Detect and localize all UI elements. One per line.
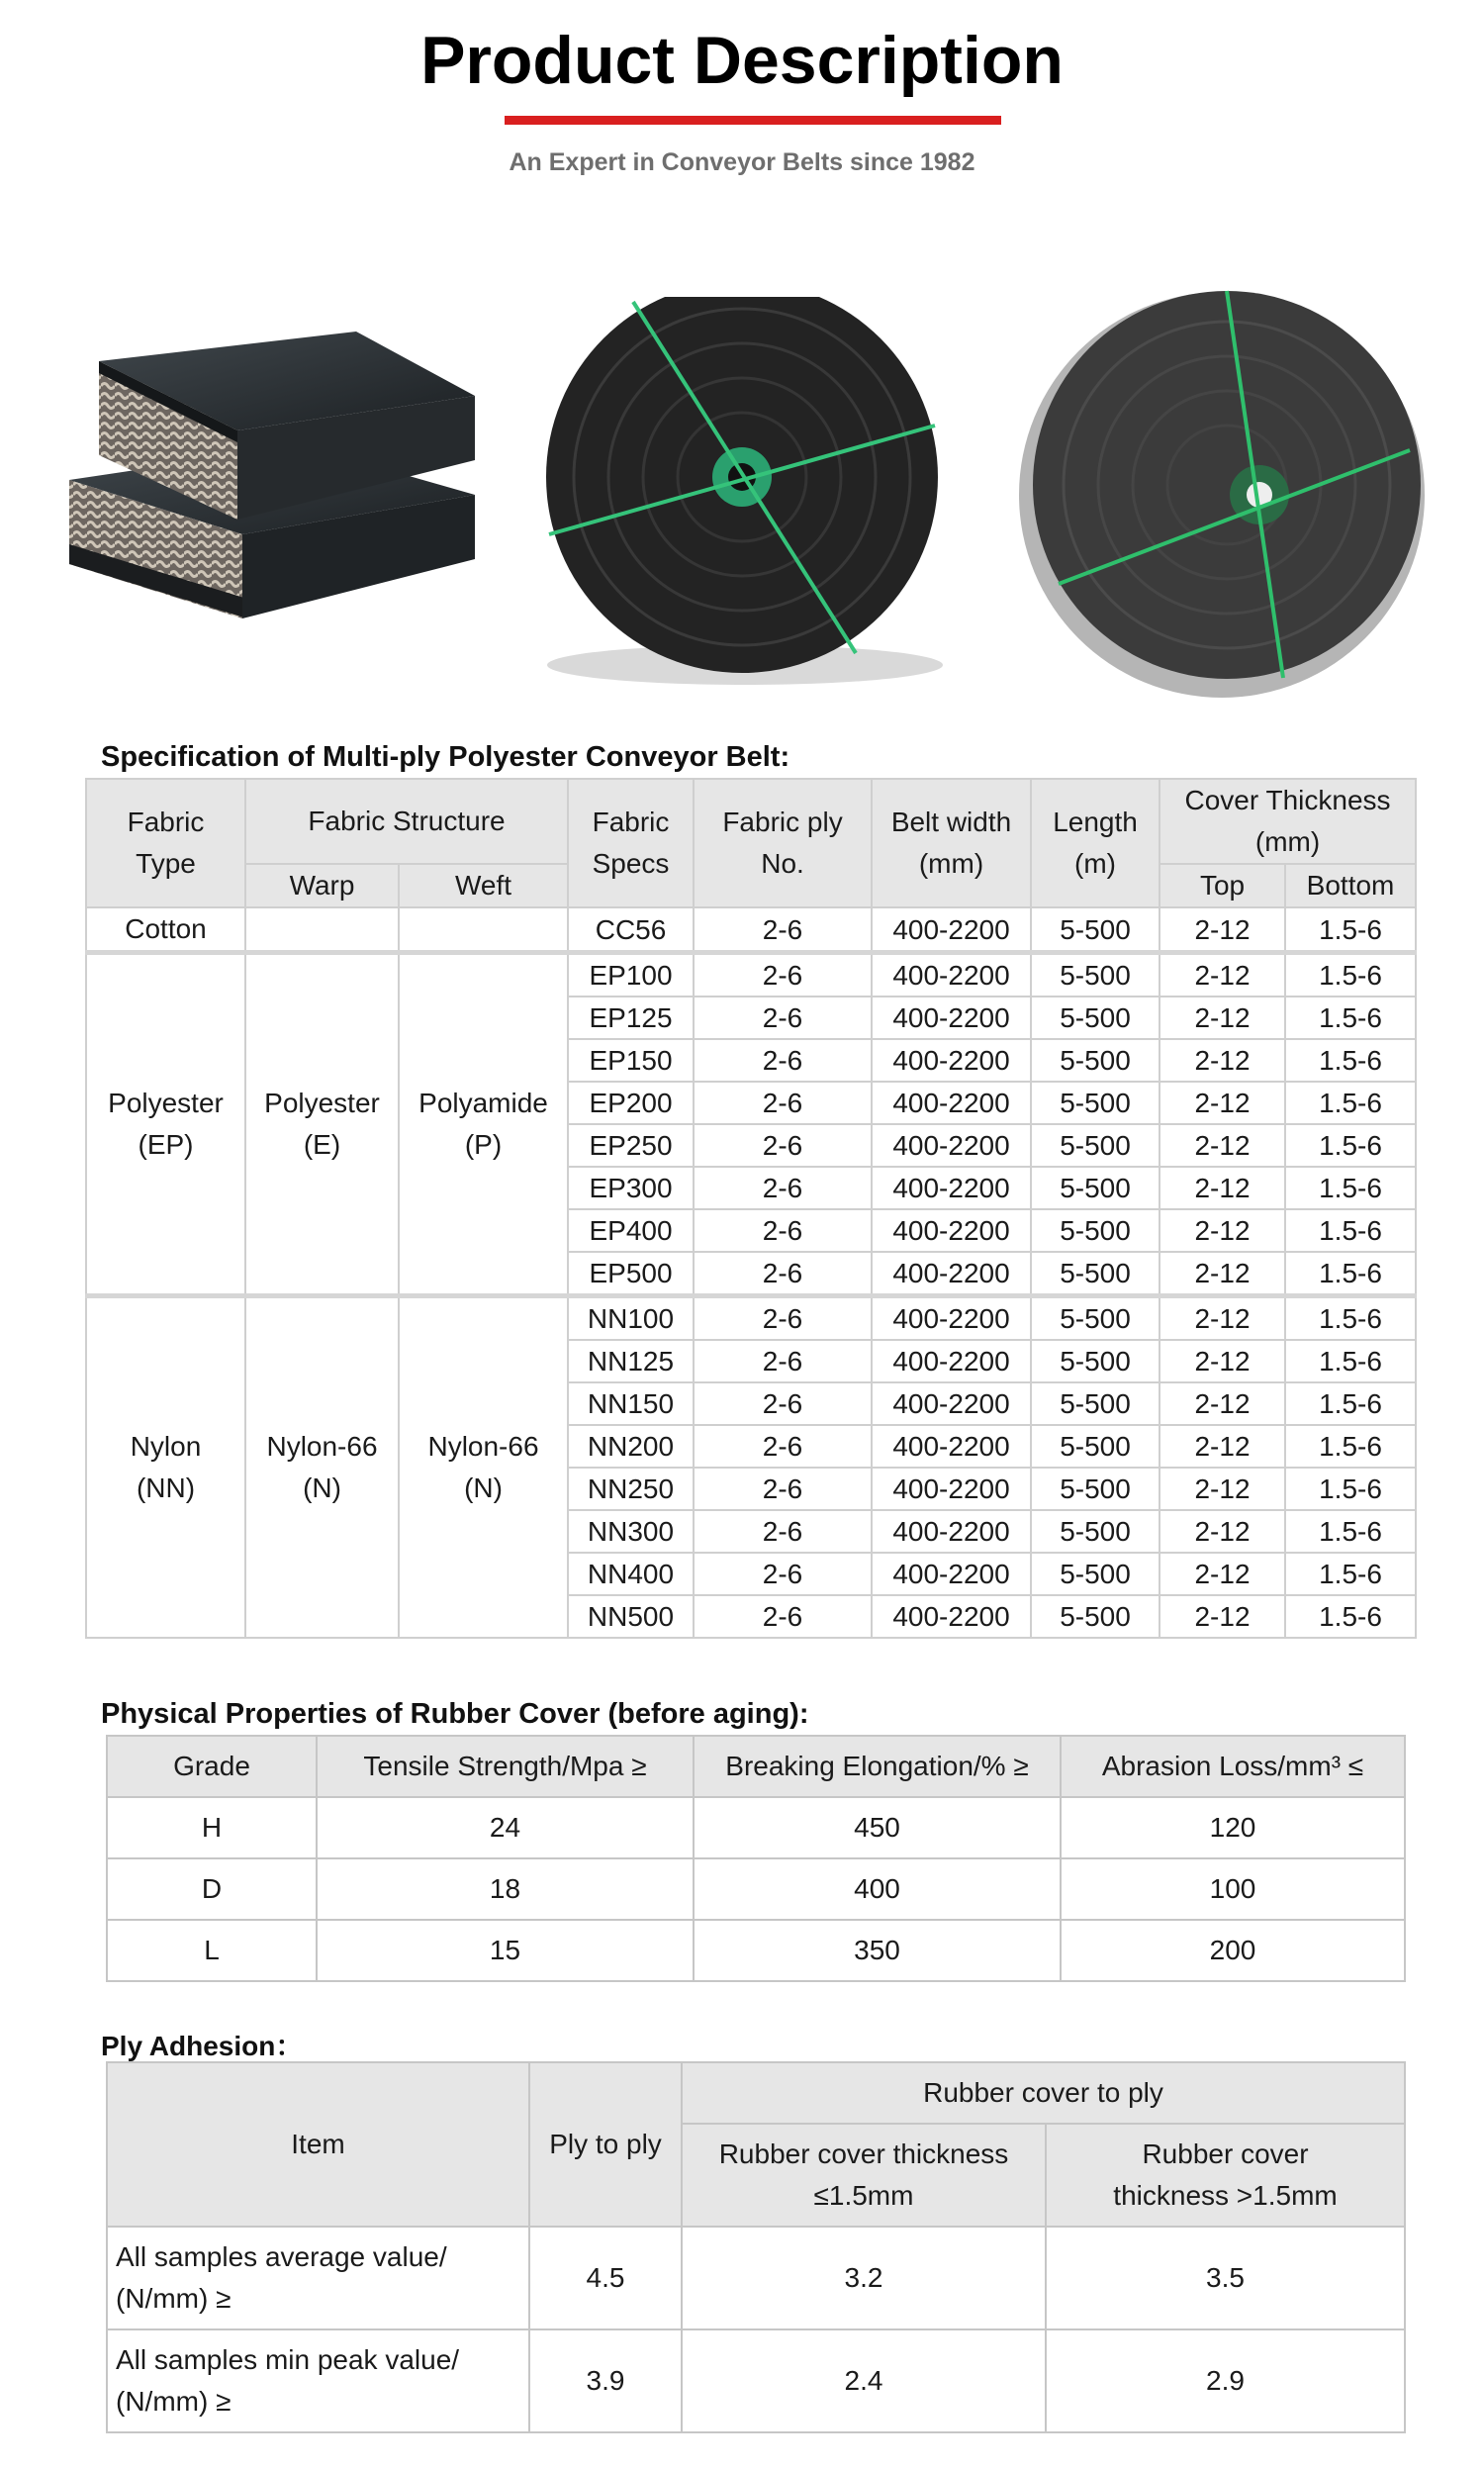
ply-cell: 2-6 [694,1039,872,1082]
length-cell: 5-500 [1031,1124,1159,1167]
table-row [107,1797,1405,1858]
top-cell: 2-12 [1159,953,1285,998]
col-item: Item [107,2062,529,2227]
bottom-cell: 1.5-6 [1285,1425,1416,1468]
spec-cell: CC56 [568,907,694,953]
ply-cell: 2-6 [694,1209,872,1252]
physical-cell: 400 [694,1858,1061,1920]
top-cell: 2-12 [1159,1382,1285,1425]
table-row [107,2227,1405,2329]
table-row [86,953,1416,998]
spec-cell: NN150 [568,1382,694,1425]
physical-cell: 15 [317,1920,694,1981]
col-length: Length (m) [1031,779,1159,907]
top-cell: 2-12 [1159,1296,1285,1341]
length-cell: 5-500 [1031,1209,1159,1252]
top-cell: 2-12 [1159,1039,1285,1082]
spec-cell: NN200 [568,1425,694,1468]
width-cell: 400-2200 [872,907,1031,953]
physical-cell: D [107,1858,317,1920]
width-cell: 400-2200 [872,1209,1031,1252]
bottom-cell: 1.5-6 [1285,997,1416,1039]
width-cell: 400-2200 [872,1039,1031,1082]
spec-cell: EP150 [568,1039,694,1082]
physical-cell: 200 [1061,1920,1405,1981]
width-cell: 400-2200 [872,1252,1031,1296]
title-underline [505,116,1001,125]
col-thickness-le-1-5: Rubber cover thickness ≤1.5mm [682,2124,1046,2227]
top-cell: 2-12 [1159,1167,1285,1209]
length-cell: 5-500 [1031,1167,1159,1209]
col-fabric-specs: Fabric Specs [568,779,694,907]
col-top: Top [1159,864,1285,907]
ply-item-cell: All samples average value/ (N/mm) ≥ [107,2227,529,2329]
physical-cell: 18 [317,1858,694,1920]
rolled-belt-photo [1004,287,1439,703]
physical-col-header: Breaking Elongation/% ≥ [694,1736,1061,1797]
physical-col-header: Grade [107,1736,317,1797]
length-cell: 5-500 [1031,1382,1159,1425]
spec-cell: NN100 [568,1296,694,1341]
ply-value-cell: 2.4 [682,2329,1046,2432]
top-cell: 2-12 [1159,1082,1285,1124]
spec-cell: EP500 [568,1252,694,1296]
rolled-belt-photo [529,297,965,712]
col-fabric-type: Fabric Type [86,779,245,907]
physical-properties-table [106,1735,1406,1982]
spec-cell: EP200 [568,1082,694,1124]
ply-cell: 2-6 [694,1252,872,1296]
length-cell: 5-500 [1031,1510,1159,1553]
length-cell: 5-500 [1031,1553,1159,1595]
fabric-weft-cell [399,907,568,953]
length-cell: 5-500 [1031,997,1159,1039]
top-cell: 2-12 [1159,1124,1285,1167]
width-cell: 400-2200 [872,1595,1031,1638]
bottom-cell: 1.5-6 [1285,1167,1416,1209]
spec-cell: EP400 [568,1209,694,1252]
physical-cell: H [107,1797,317,1858]
length-cell: 5-500 [1031,907,1159,953]
width-cell: 400-2200 [872,1296,1031,1341]
ply-value-cell: 3.9 [529,2329,682,2432]
col-cover-thickness: Cover Thickness (mm) [1159,779,1416,864]
table-row [107,1858,1405,1920]
ply-cell: 2-6 [694,1167,872,1209]
fabric-type-cell: Polyester (EP) [86,953,245,1296]
width-cell: 400-2200 [872,1510,1031,1553]
top-cell: 2-12 [1159,1340,1285,1382]
width-cell: 400-2200 [872,997,1031,1039]
physical-cell: 120 [1061,1797,1405,1858]
spec-cell: EP125 [568,997,694,1039]
spec-cell: EP100 [568,953,694,998]
physical-cell: L [107,1920,317,1981]
bottom-cell: 1.5-6 [1285,1082,1416,1124]
top-cell: 2-12 [1159,1425,1285,1468]
ply-cell: 2-6 [694,1340,872,1382]
col-bottom: Bottom [1285,864,1416,907]
width-cell: 400-2200 [872,1382,1031,1425]
top-cell: 2-12 [1159,997,1285,1039]
ply-cell: 2-6 [694,1510,872,1553]
spec-cell: NN250 [568,1468,694,1510]
spec-heading: Specification of Multi-ply Polyester Conveyor Belt: [101,741,790,773]
width-cell: 400-2200 [872,1553,1031,1595]
length-cell: 5-500 [1031,1340,1159,1382]
ply-cell: 2-6 [694,1468,872,1510]
physical-cell: 24 [317,1797,694,1858]
spec-cell: NN400 [568,1553,694,1595]
fabric-type-cell: Nylon (NN) [86,1296,245,1639]
physical-col-header: Abrasion Loss/mm³ ≤ [1061,1736,1405,1797]
physical-heading: Physical Properties of Rubber Cover (before aging): [101,1698,809,1730]
width-cell: 400-2200 [872,1340,1031,1382]
ply-value-cell: 2.9 [1046,2329,1405,2432]
col-warp: Warp [245,864,399,907]
fabric-warp-cell [245,907,399,953]
table-row [86,907,1416,953]
top-cell: 2-12 [1159,1595,1285,1638]
length-cell: 5-500 [1031,1082,1159,1124]
top-cell: 2-12 [1159,1510,1285,1553]
spec-cell: NN300 [568,1510,694,1553]
col-thickness-gt-1-5: Rubber cover thickness >1.5mm [1046,2124,1405,2227]
length-cell: 5-500 [1031,1252,1159,1296]
width-cell: 400-2200 [872,1082,1031,1124]
physical-cell: 450 [694,1797,1061,1858]
ply-heading: Ply Adhesion： [101,2031,304,2061]
col-fabric-structure: Fabric Structure [245,779,568,864]
ply-cell: 2-6 [694,907,872,953]
ply-value-cell: 4.5 [529,2227,682,2329]
ply-cell: 2-6 [694,1382,872,1425]
col-belt-width: Belt width (mm) [872,779,1031,907]
fabric-weft-cell: Nylon-66 (N) [399,1296,568,1639]
ply-item-cell: All samples min peak value/ (N/mm) ≥ [107,2329,529,2432]
ply-cell: 2-6 [694,997,872,1039]
page-subtitle: An Expert in Conveyor Belts since 1982 [509,148,975,176]
width-cell: 400-2200 [872,953,1031,998]
bottom-cell: 1.5-6 [1285,1340,1416,1382]
ply-cell: 2-6 [694,1425,872,1468]
length-cell: 5-500 [1031,1039,1159,1082]
ply-cell: 2-6 [694,953,872,998]
fabric-weft-cell: Polyamide (P) [399,953,568,1296]
physical-cell: 100 [1061,1858,1405,1920]
bottom-cell: 1.5-6 [1285,1209,1416,1252]
bottom-cell: 1.5-6 [1285,1510,1416,1553]
width-cell: 400-2200 [872,1468,1031,1510]
bottom-cell: 1.5-6 [1285,953,1416,998]
table-row [107,1920,1405,1981]
length-cell: 5-500 [1031,1468,1159,1510]
width-cell: 400-2200 [872,1167,1031,1209]
ply-cell: 2-6 [694,1296,872,1341]
width-cell: 400-2200 [872,1425,1031,1468]
spec-cell: EP300 [568,1167,694,1209]
bottom-cell: 1.5-6 [1285,907,1416,953]
physical-cell: 350 [694,1920,1061,1981]
bottom-cell: 1.5-6 [1285,1382,1416,1425]
page-title: Product Description [420,23,1064,98]
bottom-cell: 1.5-6 [1285,1039,1416,1082]
bottom-cell: 1.5-6 [1285,1595,1416,1638]
table-row [107,2329,1405,2432]
fabric-type-cell: Cotton [86,907,245,953]
bottom-cell: 1.5-6 [1285,1553,1416,1595]
fabric-warp-cell: Nylon-66 (N) [245,1296,399,1639]
length-cell: 5-500 [1031,953,1159,998]
ply-value-cell: 3.5 [1046,2227,1405,2329]
ply-cell: 2-6 [694,1124,872,1167]
ply-cell: 2-6 [694,1553,872,1595]
spec-cell: NN125 [568,1340,694,1382]
bottom-cell: 1.5-6 [1285,1252,1416,1296]
table-row [86,1296,1416,1341]
top-cell: 2-12 [1159,1252,1285,1296]
bottom-cell: 1.5-6 [1285,1468,1416,1510]
spec-cell: NN500 [568,1595,694,1638]
col-ply-no: Fabric ply No. [694,779,872,907]
col-ply-to-ply: Ply to ply [529,2062,682,2227]
ply-cell: 2-6 [694,1082,872,1124]
belt-spec-table [85,778,1417,1639]
ply-cell: 2-6 [694,1595,872,1638]
length-cell: 5-500 [1031,1595,1159,1638]
col-rubber-cover-to-ply: Rubber cover to ply [682,2062,1405,2124]
physical-col-header: Tensile Strength/Mpa ≥ [317,1736,694,1797]
ply-adhesion-table [106,2061,1406,2433]
col-weft: Weft [399,864,568,907]
length-cell: 5-500 [1031,1296,1159,1341]
bottom-cell: 1.5-6 [1285,1124,1416,1167]
top-cell: 2-12 [1159,907,1285,953]
top-cell: 2-12 [1159,1468,1285,1510]
bottom-cell: 1.5-6 [1285,1296,1416,1341]
layered-belt-sample-photo [59,322,495,628]
top-cell: 2-12 [1159,1553,1285,1595]
fabric-warp-cell: Polyester (E) [245,953,399,1296]
width-cell: 400-2200 [872,1124,1031,1167]
top-cell: 2-12 [1159,1209,1285,1252]
spec-cell: EP250 [568,1124,694,1167]
length-cell: 5-500 [1031,1425,1159,1468]
ply-value-cell: 3.2 [682,2227,1046,2329]
